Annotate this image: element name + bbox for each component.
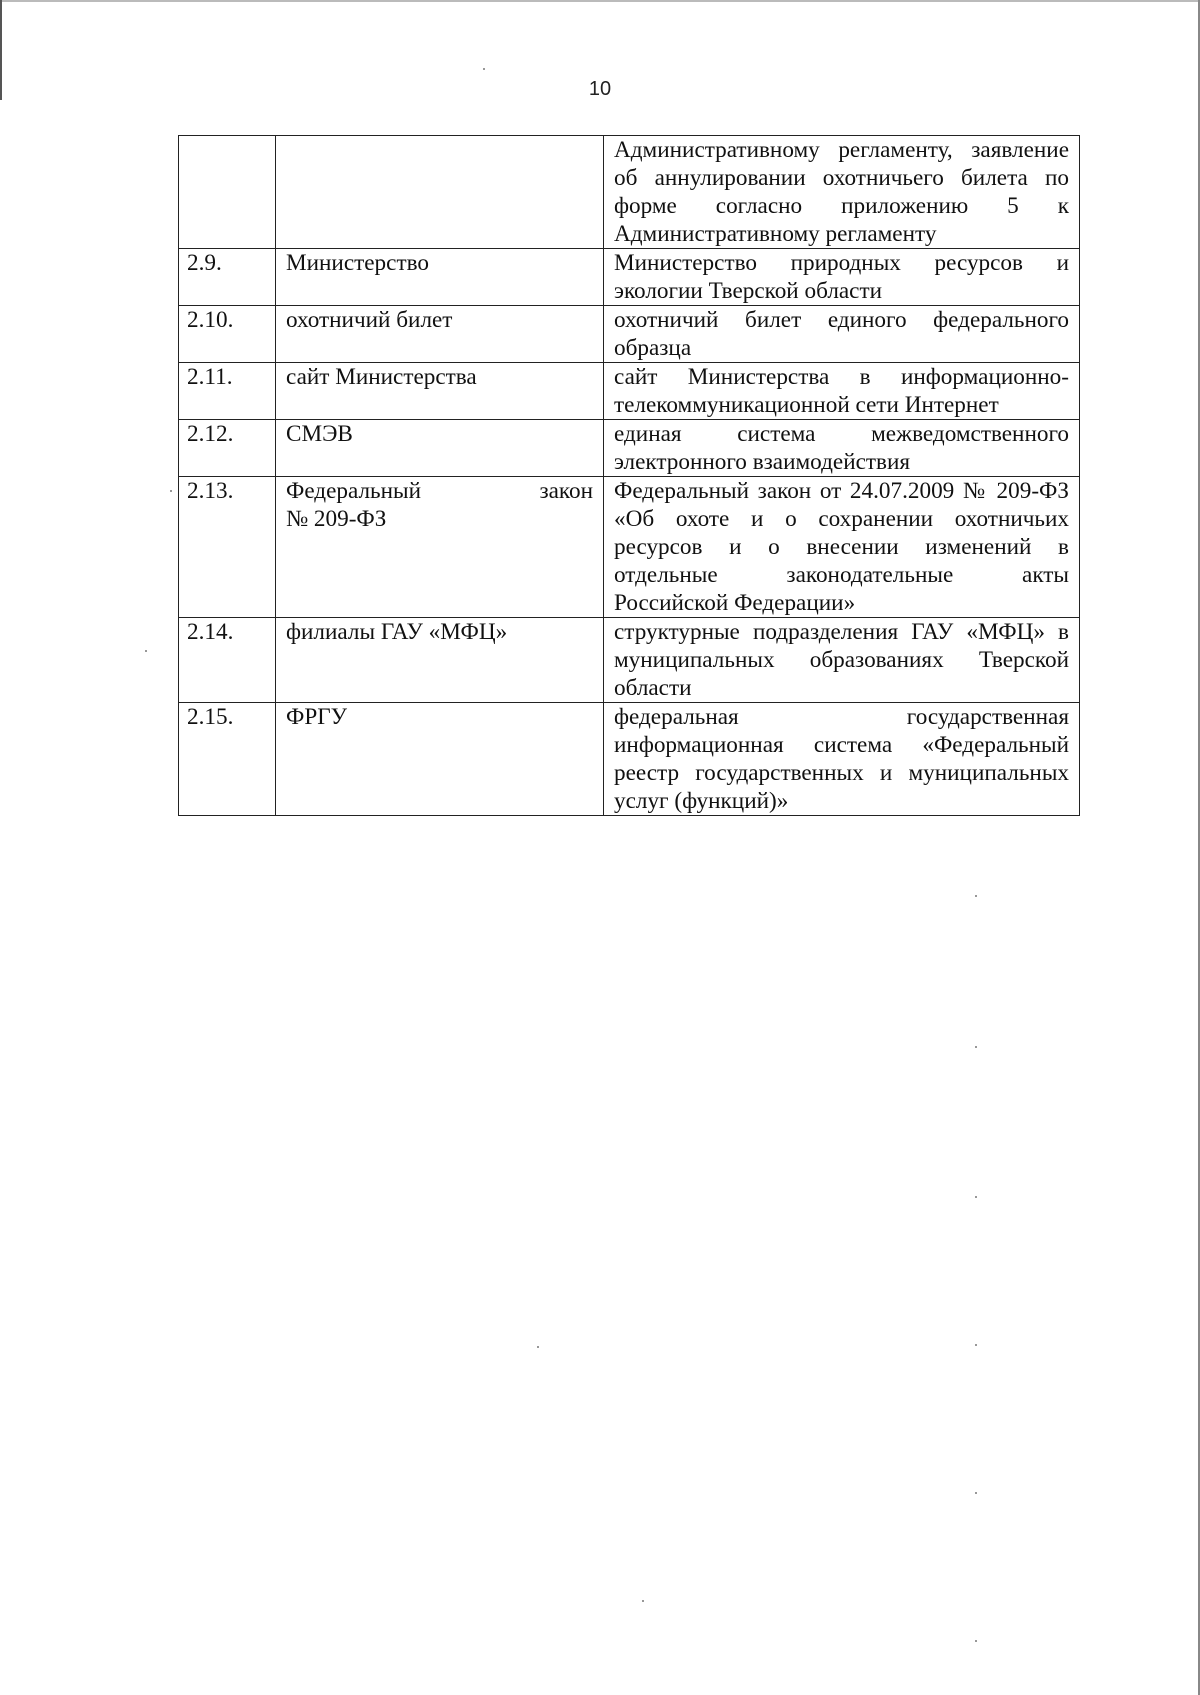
row-term <box>276 136 604 249</box>
row-definition <box>604 618 1080 703</box>
definition-line: федеральная государственная <box>614 704 1069 730</box>
definition-line: ресурсов и о внесении изменений в <box>614 534 1069 560</box>
table-row <box>179 363 1080 420</box>
definition-line: области <box>614 675 692 701</box>
row-definition <box>604 420 1080 477</box>
definition-line: охотничий билет единого федерального <box>614 307 1069 333</box>
definition-line: сайт Министерства в информационно- <box>614 364 1069 390</box>
definition-line: телекоммуникационной сети Интернет <box>614 392 999 418</box>
definition-line: услуг (функций)» <box>614 788 789 814</box>
definition-line: Административному регламенту <box>614 221 937 247</box>
row-number: 2.15. <box>179 703 276 816</box>
row-definition <box>604 306 1080 363</box>
row-definition <box>604 363 1080 420</box>
definition-line: электронного взаимодействия <box>614 449 911 475</box>
definition-line: Федеральный закон от 24.07.2009 № 209-ФЗ <box>614 478 1069 504</box>
row-number: 2.10. <box>179 306 276 363</box>
row-number <box>179 136 276 249</box>
definition-line: экологии Тверской области <box>614 278 883 304</box>
table-row <box>179 618 1080 703</box>
row-term: СМЭВ <box>276 420 604 477</box>
row-definition <box>604 136 1080 249</box>
row-term: Министерство <box>276 249 604 306</box>
definition-line: информационная система «Федеральный <box>614 732 1069 758</box>
definitions-table <box>178 135 1080 816</box>
table-row <box>179 306 1080 363</box>
row-term <box>276 477 604 618</box>
row-definition <box>604 703 1080 816</box>
table-row <box>179 477 1080 618</box>
definition-line: форме согласно приложению 5 к <box>614 193 1069 219</box>
table-row <box>179 420 1080 477</box>
row-term: сайт Министерства <box>276 363 604 420</box>
table-row <box>179 136 1080 249</box>
row-number: 2.14. <box>179 618 276 703</box>
definition-line: об аннулировании охотничьего билета по <box>614 165 1069 191</box>
definition-line: структурные подразделения ГАУ «МФЦ» в <box>614 619 1069 645</box>
row-definition <box>604 477 1080 618</box>
row-number: 2.9. <box>179 249 276 306</box>
table-row <box>179 249 1080 306</box>
term-line: № 209-ФЗ <box>286 506 387 532</box>
row-term: охотничий билет <box>276 306 604 363</box>
page-number: 10 <box>588 78 612 100</box>
definition-line: образца <box>614 335 692 361</box>
scan-edge-top <box>0 0 1200 2</box>
definition-line: «Об охоте и о сохранении охотничьих <box>614 506 1069 532</box>
definition-line: Министерство природных ресурсов и <box>614 250 1069 276</box>
row-number: 2.12. <box>179 420 276 477</box>
definition-line: муниципальных образованиях Тверской <box>614 647 1069 673</box>
row-number: 2.13. <box>179 477 276 618</box>
term-line: Федеральный закон <box>286 478 593 504</box>
definition-line: Административному регламенту, заявление <box>614 137 1069 163</box>
row-term: филиалы ГАУ «МФЦ» <box>276 618 604 703</box>
definition-line: единая система межведомственного <box>614 421 1069 447</box>
row-number: 2.11. <box>179 363 276 420</box>
table-row <box>179 703 1080 816</box>
row-term: ФРГУ <box>276 703 604 816</box>
definition-line: Российской Федерации» <box>614 590 856 616</box>
definition-line: отдельные законодательные акты <box>614 562 1069 588</box>
row-definition <box>604 249 1080 306</box>
definition-line: реестр государственных и муниципальных <box>614 760 1069 786</box>
